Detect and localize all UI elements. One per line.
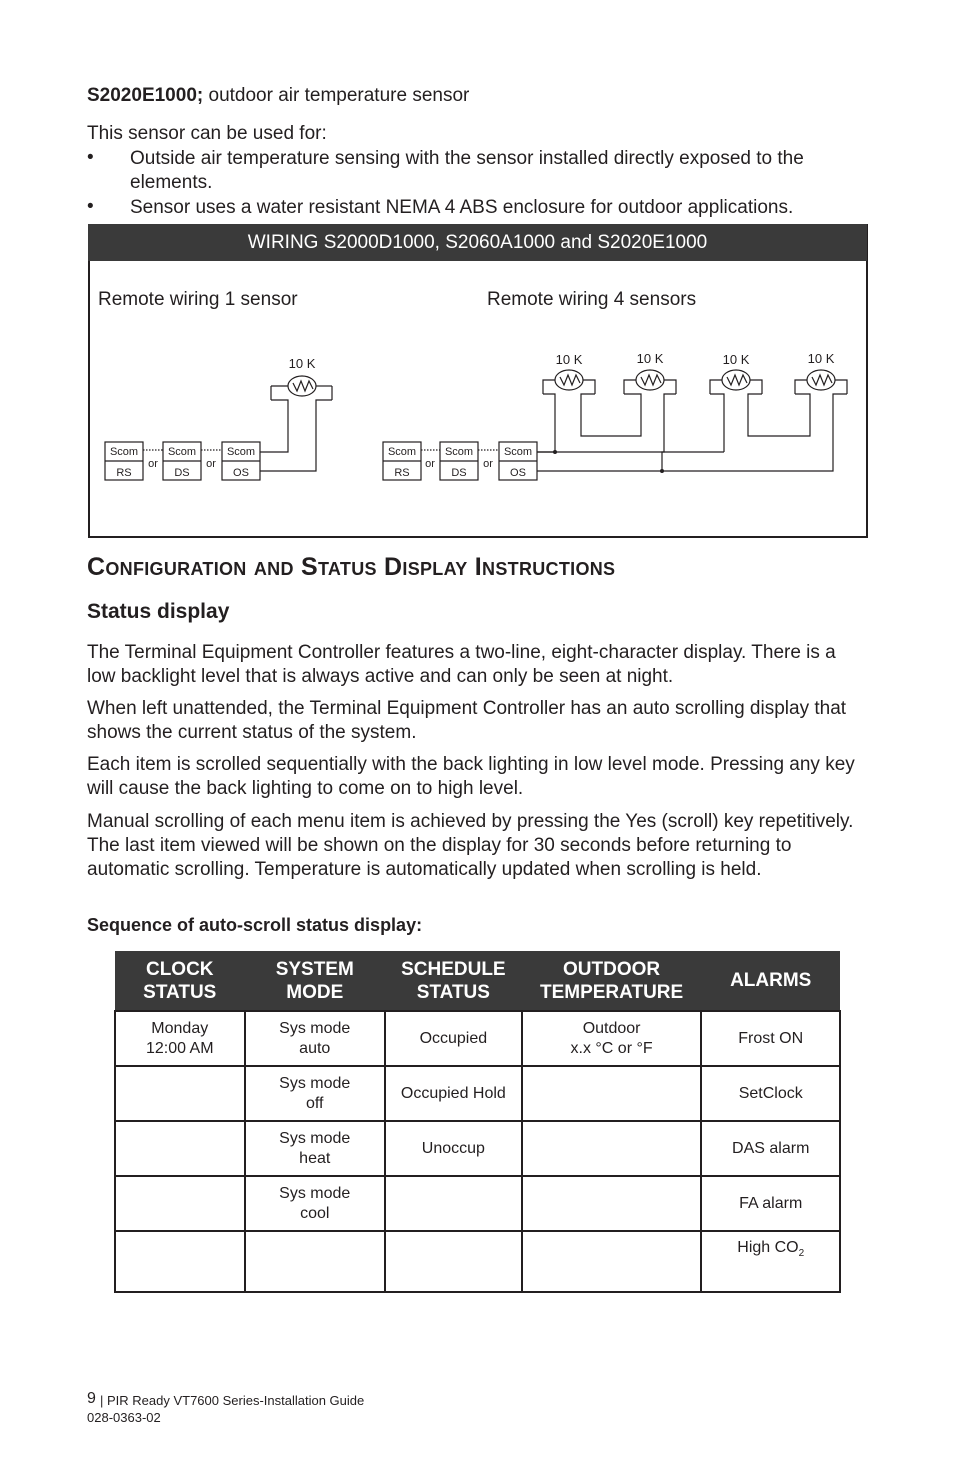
paragraph: Manual scrolling of each menu item is achieved by pressing the Yes (scroll) key repetitively. The last item viewed will be shown on the display for 30 seconds before returning to automatic scrolling. Temperature is automatically updated when scrolling is held. (87, 811, 854, 880)
paragraph: When left unattended, the Terminal Equipment Controller has an auto scrolling display that shows the current status of the system. (87, 698, 847, 743)
table-cell: DAS alarm (701, 1121, 840, 1176)
section-title: Configuration and Status Display Instructions (87, 553, 616, 581)
table-cell: Sys mode auto (245, 1011, 385, 1066)
table-cell: Monday 12:00 AM (115, 1011, 245, 1066)
wiring-right-label: Remote wiring 4 sensors (487, 289, 697, 310)
table-row (115, 1066, 840, 1121)
table-cell: SetClock (701, 1066, 840, 1121)
footer-title: | PIR Ready VT7600 Series-Installation Guide (100, 1393, 365, 1408)
table-header-row (115, 951, 840, 1011)
table-cell: Sys mode cool (245, 1176, 385, 1231)
intro-text: This sensor can be used for: (87, 123, 327, 144)
table-header: CLOCK STATUS (115, 951, 245, 1011)
paragraph: The Terminal Equipment Controller features a two-line, eight-character display. There is a low backlight level that is always active and can only be seen at night. (87, 642, 836, 687)
terminal-label: RS (116, 467, 132, 479)
bullet-mark: • (87, 147, 94, 168)
table-cell (245, 1231, 385, 1292)
or-label: or (425, 458, 435, 470)
sensor-model: S2020E1000; (87, 85, 204, 106)
table-header: SCHEDULE STATUS (385, 951, 522, 1011)
scom-label: Scom (109, 446, 139, 458)
wiring-left-label: Remote wiring 1 sensor (98, 289, 298, 310)
or-label: or (148, 458, 158, 470)
or-label: or (206, 458, 216, 470)
sensor-10k-label: 10 K (288, 356, 316, 371)
table-cell (385, 1176, 522, 1231)
terminal-label: OS (510, 467, 526, 479)
sensor-10k-label: 10 K (555, 352, 583, 367)
table-header: SYSTEM MODE (245, 951, 385, 1011)
terminal-label: DS (174, 467, 190, 479)
sequence-title: Sequence of auto-scroll status display: (87, 915, 423, 935)
table-cell (522, 1066, 702, 1121)
sensor-heading (87, 84, 469, 108)
document-code: 028-0363-02 (87, 1410, 161, 1425)
table-header: OUTDOOR TEMPERATURE (522, 951, 702, 1011)
table-cell: Frost ON (701, 1011, 840, 1066)
table-cell: Occupied (385, 1011, 522, 1066)
table-cell: Sys mode off (245, 1066, 385, 1121)
table-cell (115, 1066, 245, 1121)
wiring-diagram (88, 340, 867, 500)
table-header: ALARMS (701, 951, 840, 1011)
terminal-label: OS (233, 467, 249, 479)
scom-label: Scom (444, 446, 474, 458)
table-row (115, 1011, 840, 1066)
sensor-description: outdoor air temperature sensor (203, 85, 470, 106)
table-cell (115, 1176, 245, 1231)
bullet-item: Sensor uses a water resistant NEMA 4 ABS enclosure for outdoor applications. (130, 197, 794, 218)
table-row (115, 1231, 840, 1292)
page-number: 9 (87, 1390, 96, 1407)
table-row (115, 1121, 840, 1176)
scom-label: Scom (387, 446, 417, 458)
scom-label: Scom (167, 446, 197, 458)
table-cell (115, 1231, 245, 1292)
sensor-10k-label: 10 K (636, 351, 664, 366)
table-cell (522, 1231, 702, 1292)
subsection-title: Status display (87, 600, 230, 623)
table-cell: High $CO_2$ (701, 1231, 840, 1292)
paragraph: Each item is scrolled sequentially with the back lighting in low level mode. Pressing any key will cause the back lighting to come on to high level. (87, 754, 855, 799)
table-cell (522, 1176, 702, 1231)
table-cell: Outdoor x.x °C or °F (522, 1011, 702, 1066)
terminal-label: RS (394, 467, 410, 479)
wiring-title: WIRING S2000D1000, S2060A1000 and S2020E1000 (88, 224, 867, 261)
table-cell (115, 1121, 245, 1176)
table-cell: Sys mode heat (245, 1121, 385, 1176)
table-cell: FA alarm (701, 1176, 840, 1231)
or-label: or (483, 458, 493, 470)
table-cell (522, 1121, 702, 1176)
bullet-mark: • (87, 196, 94, 217)
table-cell: Occupied Hold (385, 1066, 522, 1121)
status-sequence-table (114, 951, 841, 1293)
sensor-10k-label: 10 K (807, 351, 835, 366)
table-cell (385, 1231, 522, 1292)
terminal-label: DS (451, 467, 467, 479)
table-cell: Unoccup (385, 1121, 522, 1176)
scom-label: Scom (503, 446, 533, 458)
sensor-10k-label: 10 K (722, 352, 750, 367)
bullet-item: Outside air temperature sensing with the sensor installed directly exposed to the elements. (130, 148, 804, 193)
table-row (115, 1176, 840, 1231)
scom-label: Scom (226, 446, 256, 458)
